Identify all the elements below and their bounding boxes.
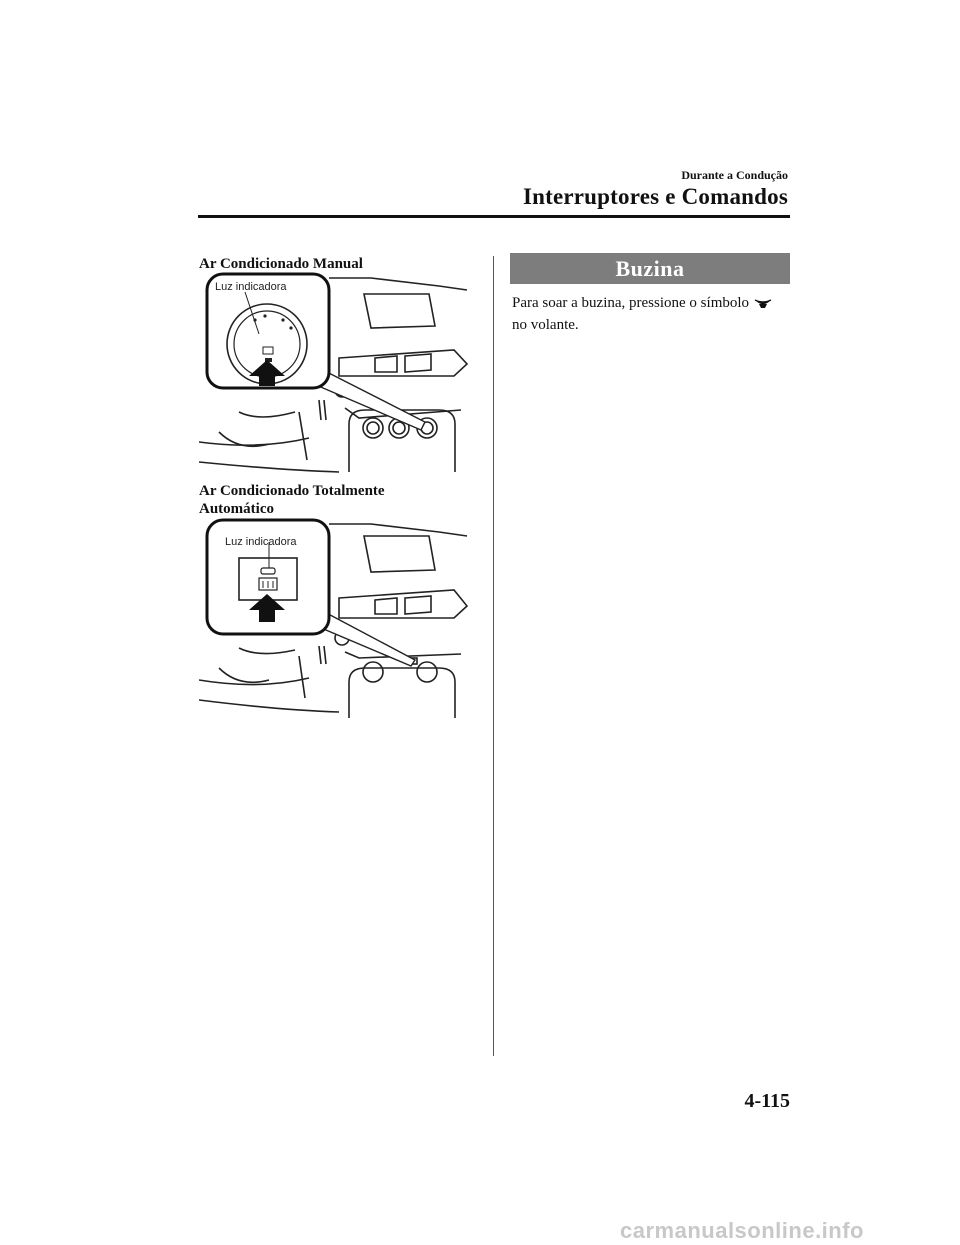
figure-1-title: Ar Condicionado Manual [199, 256, 363, 272]
figure-2-title-line2: Automático [199, 501, 274, 517]
page-number: 4-115 [744, 1090, 790, 1112]
figure-2-label: Luz indicadora [225, 536, 297, 548]
horn-paragraph-line2: no volante. [512, 317, 579, 333]
horn-paragraph [512, 292, 794, 336]
column-divider [493, 256, 494, 1056]
header-rule [198, 215, 790, 218]
horn-icon [753, 297, 773, 311]
watermark: carmanualsonline.info [620, 1218, 864, 1243]
section-title: Interruptores e Comandos [522, 184, 788, 209]
horn-paragraph-line1: Para soar a buzina, pressione o símbolo [512, 295, 750, 311]
figure-2-title-line1: Ar Condicionado Totalmente [199, 483, 385, 499]
manual-ac-illustration [199, 272, 471, 477]
section-band-title: Buzina [510, 253, 790, 284]
chapter-title: Durante a Condução [681, 168, 788, 182]
automatic-ac-illustration [199, 518, 471, 723]
figure-1-label: Luz indicadora [215, 281, 287, 293]
